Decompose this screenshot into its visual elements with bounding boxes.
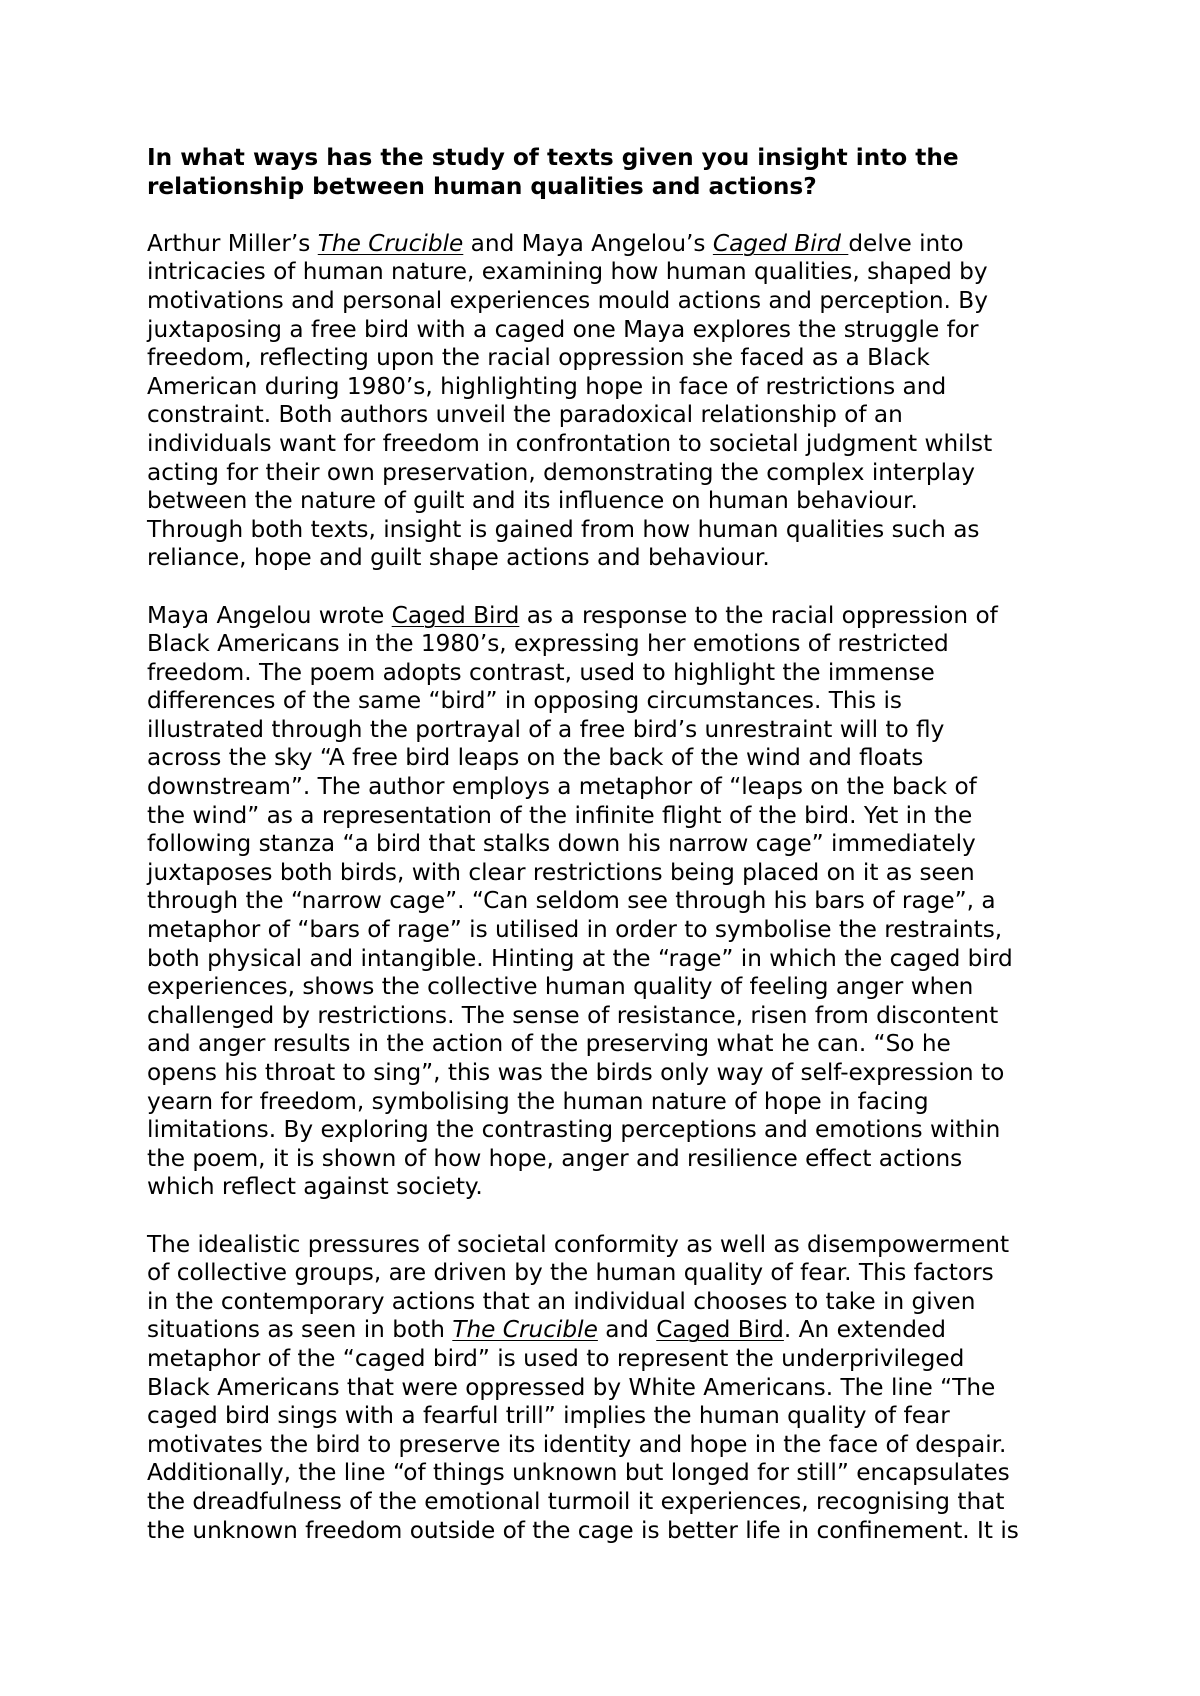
work-title: Caged Bird — [391, 601, 520, 629]
paragraph-line — [147, 602, 1087, 631]
paragraph-line — [147, 1374, 1087, 1403]
work-title: The Crucible — [317, 229, 464, 257]
paragraph-line — [147, 1316, 1087, 1345]
paragraph-line — [147, 1059, 1087, 1088]
text-segment: freedom, reflecting upon the racial oppression she faced as a Black — [147, 344, 930, 372]
essay-paragraph — [147, 602, 1087, 1202]
text-segment: Black Americans that were oppressed by White Americans. The line “The — [147, 1373, 996, 1401]
paragraph-line — [147, 802, 1087, 831]
paragraph-line — [147, 1002, 1087, 1031]
text-segment: following stanza “a bird that stalks down his narrow cage” immediately — [147, 830, 976, 858]
work-title: Caged Bird — [712, 229, 849, 257]
text-segment: across the sky “A free bird leaps on the back of the wind and floats — [147, 744, 924, 772]
paragraph-line — [147, 973, 1087, 1002]
paragraph-line — [147, 716, 1087, 745]
text-segment: as a response to the racial oppression of — [519, 601, 998, 629]
text-segment: and Maya Angelou’s — [463, 229, 713, 257]
paragraph-line — [147, 1431, 1087, 1460]
text-segment: the dreadfulness of the emotional turmoil it experiences, recognising that — [147, 1487, 1005, 1515]
paragraph-line — [147, 1345, 1087, 1374]
text-segment: reliance, hope and guilt shape actions and behaviour. — [147, 544, 770, 572]
text-segment: between the nature of guilt and its influence on human behaviour. — [147, 487, 918, 515]
text-segment: in the contemporary actions that an individual chooses to take in given — [147, 1287, 976, 1315]
text-segment: Through both texts, insight is gained from how human qualities such as — [147, 515, 980, 543]
paragraph-line — [147, 1231, 1087, 1260]
essay-paragraphs — [147, 230, 1087, 1545]
paragraph-line — [147, 830, 1087, 859]
paragraph-line — [147, 544, 1087, 573]
paragraph-line — [147, 316, 1087, 345]
paragraph-line — [147, 659, 1087, 688]
text-segment: experiences, shows the collective human quality of feeling anger when — [147, 973, 974, 1001]
paragraph-line — [147, 1173, 1087, 1202]
paragraph-line — [147, 344, 1087, 373]
text-segment: Additionally, the line “of things unknown but longed for still” encapsulates — [147, 1459, 1010, 1487]
text-segment: motivates the bird to preserve its identity and hope in the face of despair. — [147, 1430, 1007, 1458]
work-title: The Crucible — [452, 1316, 598, 1344]
text-segment: which reflect against society. — [147, 1173, 483, 1201]
work-title: Caged Bird — [656, 1316, 784, 1344]
paragraph-line — [147, 773, 1087, 802]
text-segment: the unknown freedom outside of the cage is better life in confinement. It is — [147, 1516, 1019, 1544]
text-segment: juxtaposes both birds, with clear restrictions being placed on it as seen — [147, 858, 975, 886]
paragraph-line — [147, 373, 1087, 402]
paragraph-line — [147, 258, 1087, 287]
paragraph-line — [147, 1288, 1087, 1317]
question-line: relationship between human qualities and actions? — [147, 172, 817, 200]
text-segment: the poem, it is shown of how hope, anger and resilience effect actions — [147, 1144, 963, 1172]
paragraph-line — [147, 487, 1087, 516]
text-segment: Arthur Miller’s — [147, 229, 318, 257]
document-body — [147, 144, 1087, 1545]
paragraph-line — [147, 744, 1087, 773]
text-segment: caged bird sings with a fearful trill” implies the human quality of fear — [147, 1402, 950, 1430]
text-segment: freedom. The poem adopts contrast, used to highlight the immense — [147, 658, 935, 686]
text-segment: both physical and intangible. Hinting at the “rage” in which the caged bird — [147, 944, 1013, 972]
paragraph-line — [147, 459, 1087, 488]
text-segment: and anger results in the action of the preserving what he can. “So he — [147, 1030, 951, 1058]
paragraph-line — [147, 401, 1087, 430]
essay-paragraph — [147, 1231, 1087, 1546]
text-segment: through the “narrow cage”. “Can seldom see through his bars of rage”, a — [147, 887, 996, 915]
text-segment: metaphor of the “caged bird” is used to represent the underprivileged — [147, 1344, 965, 1372]
text-segment: differences of the same “bird” in opposing circumstances. This is — [147, 687, 902, 715]
text-segment: acting for their own preservation, demonstrating the complex interplay — [147, 458, 975, 486]
paragraph-line — [147, 230, 1087, 259]
paragraph-line — [147, 516, 1087, 545]
text-segment: motivations and personal experiences mould actions and perception. By — [147, 286, 988, 314]
text-segment: limitations. By exploring the contrasting perceptions and emotions within — [147, 1116, 1001, 1144]
paragraph-line — [147, 1030, 1087, 1059]
text-segment: Black Americans in the 1980’s, expressing her emotions of restricted — [147, 630, 949, 658]
text-segment: of collective groups, are driven by the human quality of fear. This factors — [147, 1259, 994, 1287]
text-segment: American during 1980’s, highlighting hope in face of restrictions and — [147, 372, 947, 400]
text-segment: The idealistic pressures of societal conformity as well as disempowerment — [147, 1230, 1010, 1258]
text-segment: opens his throat to sing”, this was the birds only way of self-expression to — [147, 1059, 1005, 1086]
text-segment: constraint. Both authors unveil the paradoxical relationship of an — [147, 401, 903, 429]
paragraph-line — [147, 859, 1087, 888]
text-segment: . An extended — [783, 1316, 946, 1344]
text-segment: individuals want for freedom in confrontation to societal judgment whilst — [147, 429, 993, 457]
paragraph-line — [147, 430, 1087, 459]
text-segment: delve into — [848, 229, 964, 257]
text-segment: metaphor of “bars of rage” is utilised in order to symbolise the restraints, — [147, 916, 1003, 944]
paragraph-line — [147, 887, 1087, 916]
paragraph-line — [147, 287, 1087, 316]
text-segment: challenged by restrictions. The sense of resistance, risen from discontent — [147, 1001, 999, 1029]
paragraph-line — [147, 1088, 1087, 1117]
text-segment: intricacies of human nature, examining how human qualities, shaped by — [147, 258, 988, 286]
paragraph-line — [147, 1145, 1087, 1174]
paragraph-line — [147, 916, 1087, 945]
text-segment: illustrated through the portrayal of a free bird’s unrestraint will to fly — [147, 715, 945, 743]
text-segment: and — [597, 1316, 657, 1344]
text-segment: juxtaposing a free bird with a caged one Maya explores the struggle for — [147, 315, 979, 343]
paragraph-line — [147, 945, 1087, 974]
paragraph-line — [147, 1459, 1087, 1488]
paragraph-line — [147, 1402, 1087, 1431]
essay-paragraph — [147, 230, 1087, 573]
paragraph-line — [147, 1488, 1087, 1517]
question-line: In what ways has the study of texts given you insight into the — [147, 144, 959, 171]
paragraph-line — [147, 687, 1087, 716]
text-segment: downstream”. The author employs a metaphor of “leaps on the back of — [147, 773, 977, 801]
paragraph-line — [147, 1517, 1087, 1546]
text-segment: situations as seen in both — [147, 1316, 453, 1344]
paragraph-line — [147, 630, 1087, 659]
essay-question — [147, 144, 1087, 201]
text-segment: yearn for freedom, symbolising the human nature of hope in facing — [147, 1087, 929, 1115]
paragraph-line — [147, 1116, 1087, 1145]
text-segment: the wind” as a representation of the infinite flight of the bird. Yet in the — [147, 801, 973, 829]
text-segment: Maya Angelou wrote — [147, 601, 392, 629]
paragraph-line — [147, 1259, 1087, 1288]
